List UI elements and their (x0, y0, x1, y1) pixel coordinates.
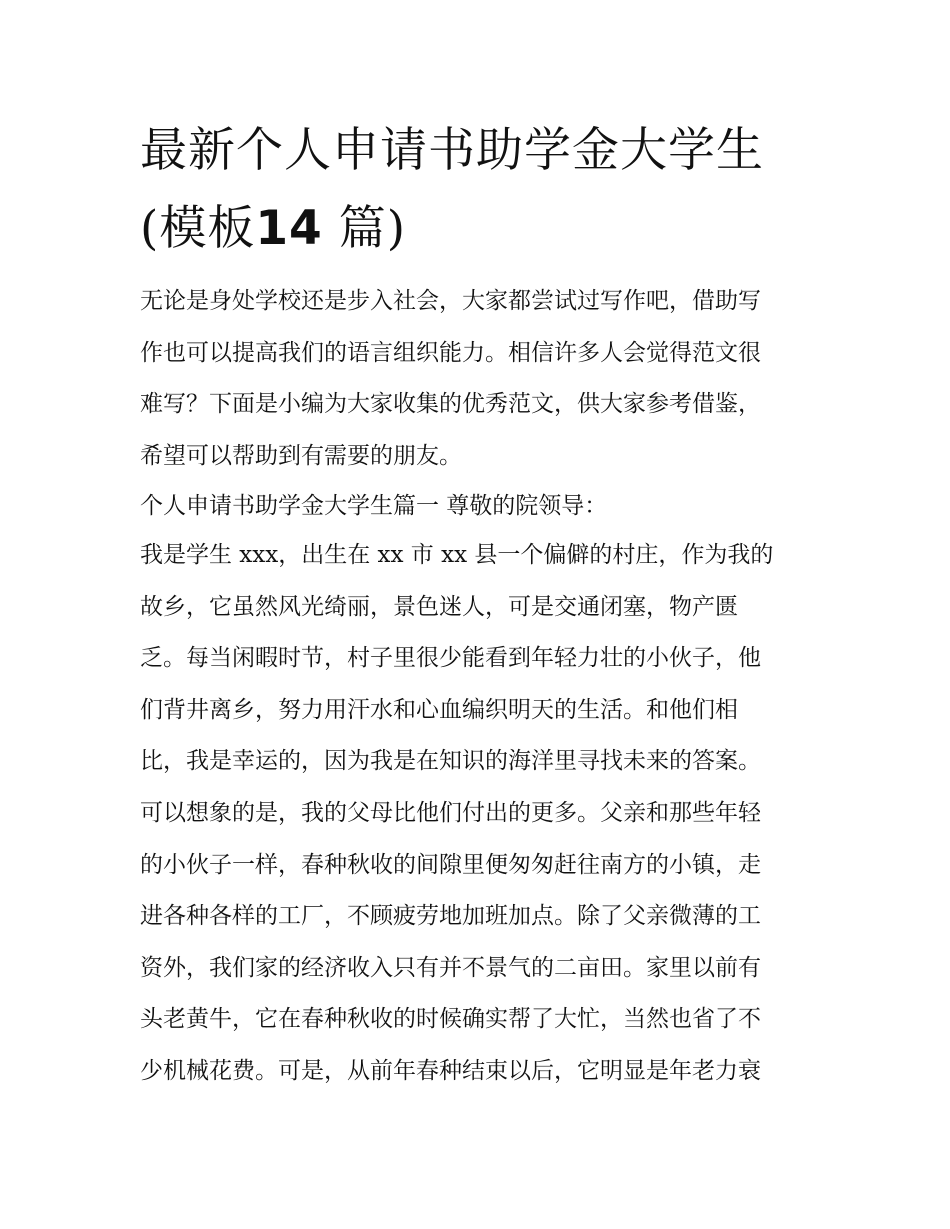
section-heading (140, 481, 820, 533)
title-open: (模板 (140, 201, 256, 256)
body-line: 头老黄牛，它在春种秋收的时候确实帮了大忙，当然也省了不 (140, 1006, 761, 1033)
body-line: 进各种各样的工厂，不顾疲劳地加班加点。除了父亲微薄的工 (140, 903, 761, 930)
body-line: 乏。每当闲暇时节，村子里很少能看到年轻力壮的小伙子，他 (140, 645, 761, 672)
title-close: 篇) (338, 201, 407, 256)
body-line: 们背井离乡，努力用汗水和心血编织明天的生活。和他们相 (140, 696, 738, 723)
title-count: 14 (255, 201, 323, 256)
title-line-2 (140, 190, 830, 268)
document-title (140, 112, 830, 268)
body-line: 资外，我们家的经济收入只有并不景气的二亩田。家里以前有 (140, 954, 761, 981)
section-heading-text: 个人申请书助学金大学生篇一 尊敬的院领导： (140, 493, 608, 519)
body-line: 可以想象的是，我的父母比他们付出的更多。父亲和那些年轻 (140, 799, 761, 826)
body-line: 的小伙子一样，春种秋收的间隙里便匆匆赶往南方的小镇，走 (140, 851, 761, 878)
intro-line: 难写？下面是小编为大家收集的优秀范文，供大家参考借鉴， (140, 391, 761, 418)
body-line: 我是学生 xxx，出生在 xx 市 xx 县一个偏僻的村庄，作为我的 (140, 542, 774, 568)
intro-line: 希望可以帮助到有需要的朋友。 (140, 442, 462, 469)
intro-line: 无论是身处学校还是步入社会，大家都尝试过写作吧，借助写 (140, 288, 761, 314)
title-line-1: 最新个人申请书助学金大学生 (140, 123, 764, 178)
body-line: 比，我是幸运的，因为我是在知识的海洋里寻找未来的答案。 (140, 748, 761, 775)
body-line: 少机械花费。可是，从前年春种结束以后，它明显是年老力衰 (140, 1057, 761, 1084)
intro-paragraph (140, 276, 820, 482)
intro-line: 作也可以提高我们的语言组织能力。相信许多人会觉得范文很 (140, 339, 761, 366)
body-line: 故乡，它虽然风光绮丽，景色迷人，可是交通闭塞，物产匮 (140, 593, 738, 620)
letter-body (140, 530, 820, 1098)
